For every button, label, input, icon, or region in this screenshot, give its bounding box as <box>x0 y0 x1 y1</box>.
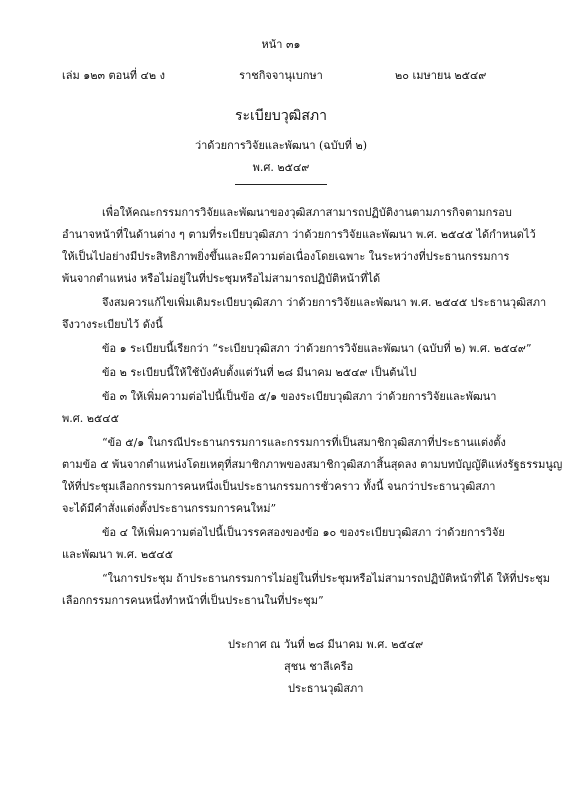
announcement-date: ประกาศ ณ วันที่ ๒๘ มีนาคม พ.ศ. ๒๕๔๙ <box>228 638 424 651</box>
clause-1: ข้อ ๑ ระเบียบนี้เรียกว่า “ระเบียบวุฒิสภา ว่าด้วยการวิจัยและพัฒนา (ฉบับที่ ๒) พ.ศ. ๒๕๔๙” <box>102 342 532 355</box>
quote-clause-5-1: ตามข้อ ๕ พ้นจากตำแหน่งโดยเหตุที่สมาชิกภาพของสมาชิกวุฒิสภาสิ้นสุดลง ตามบทบัญญัติแห่งรัฐธรรมนูญ <box>62 458 562 471</box>
clause-3: ข้อ ๓ ให้เพิ่มความต่อไปนี้เป็นข้อ ๕/๑ ของระเบียบวุฒิสภา ว่าด้วยการวิจัยและพัฒนา <box>102 390 497 403</box>
gazette-name: ราชกิจจานุเบกษา <box>239 69 323 82</box>
gazette-date: ๒๐ เมษายน ๒๕๔๙ <box>395 69 487 82</box>
page-number: หน้า ๓๑ <box>261 38 301 51</box>
quote-paragraph: “ในการประชุม ถ้าประธานกรรมการไม่อยู่ในที่ประชุมหรือไม่สามารถปฏิบัติหน้าที่ได้ ให้ที่ประชุม <box>102 572 550 585</box>
preamble-line: ให้เป็นไปอย่างมีประสิทธิภาพยิ่งขึ้นและมีความต่อเนื่องโดยเฉพาะ ในระหว่างที่ประธานกรรมการ <box>62 250 510 263</box>
clause-4: ข้อ ๔ ให้เพิ่มความต่อไปนี้เป็นวรรคสองของข้อ ๑๐ ของระเบียบวุฒิสภา ว่าด้วยการวิจัย <box>102 526 505 539</box>
clause-2: ข้อ ๒ ระเบียบนี้ให้ใช้บังคับตั้งแต่วันที่ ๒๘ มีนาคม ๒๕๔๙ เป็นต้นไป <box>102 366 417 379</box>
quote-clause-5-1: “ข้อ ๕/๑ ในกรณีประธานกรรมการและกรรมการที่เป็นสมาชิกวุฒิสภาที่ประธานแต่งตั้ง <box>102 436 506 449</box>
enactment-line: จึงสมควรแก้ไขเพิ่มเติมระเบียบวุฒิสภา ว่าด้วยการวิจัยและพัฒนา พ.ศ. ๒๕๔๕ ประธานวุฒิสภา <box>102 296 547 309</box>
document-title: ระเบียบวุฒิสภา <box>235 108 327 124</box>
preamble-line: อำนาจหน้าที่ในด้านต่าง ๆ ตามที่ระเบียบวุฒิสภา ว่าด้วยการวิจัยและพัฒนา พ.ศ. ๒๕๔๕ ได้กำหนดไว้ <box>62 228 536 241</box>
title-divider <box>235 184 327 185</box>
signatory-name: สุชน ชาลีเครือ <box>284 660 354 673</box>
preamble-line: เพื่อให้คณะกรรมการวิจัยและพัฒนาของวุฒิสภาสามารถปฏิบัติงานตามภารกิจตามกรอบ <box>102 206 512 219</box>
document-year: พ.ศ. ๒๕๔๙ <box>252 161 310 174</box>
document-subtitle: ว่าด้วยการวิจัยและพัฒนา (ฉบับที่ ๒) <box>194 139 368 152</box>
clause-3-cont: พ.ศ. ๒๕๔๕ <box>62 412 119 425</box>
quote-clause-5-1: ให้ที่ประชุมเลือกกรรมการคนหนึ่งเป็นประธานกรรมการชั่วคราว ทั้งนี้ จนกว่าประธานวุฒิสภา <box>62 480 496 493</box>
quote-clause-5-1: จะได้มีคำสั่งแต่งตั้งประธานกรรมการคนใหม่” <box>62 502 277 515</box>
enactment-line: จึงวางระเบียบไว้ ดังนี้ <box>62 318 163 331</box>
signatory-position: ประธานวุฒิสภา <box>288 682 364 695</box>
gazette-volume: เล่ม ๑๒๓ ตอนที่ ๔๒ ง <box>62 69 165 82</box>
quote-paragraph: เลือกกรรมการคนหนึ่งทำหน้าที่เป็นประธานในที่ประชุม” <box>62 594 324 607</box>
clause-4-cont: และพัฒนา พ.ศ. ๒๕๔๕ <box>62 548 174 561</box>
preamble-line: พ้นจากตำแหน่ง หรือไม่อยู่ในที่ประชุมหรือไม่สามารถปฏิบัติหน้าที่ได้ <box>62 272 381 285</box>
